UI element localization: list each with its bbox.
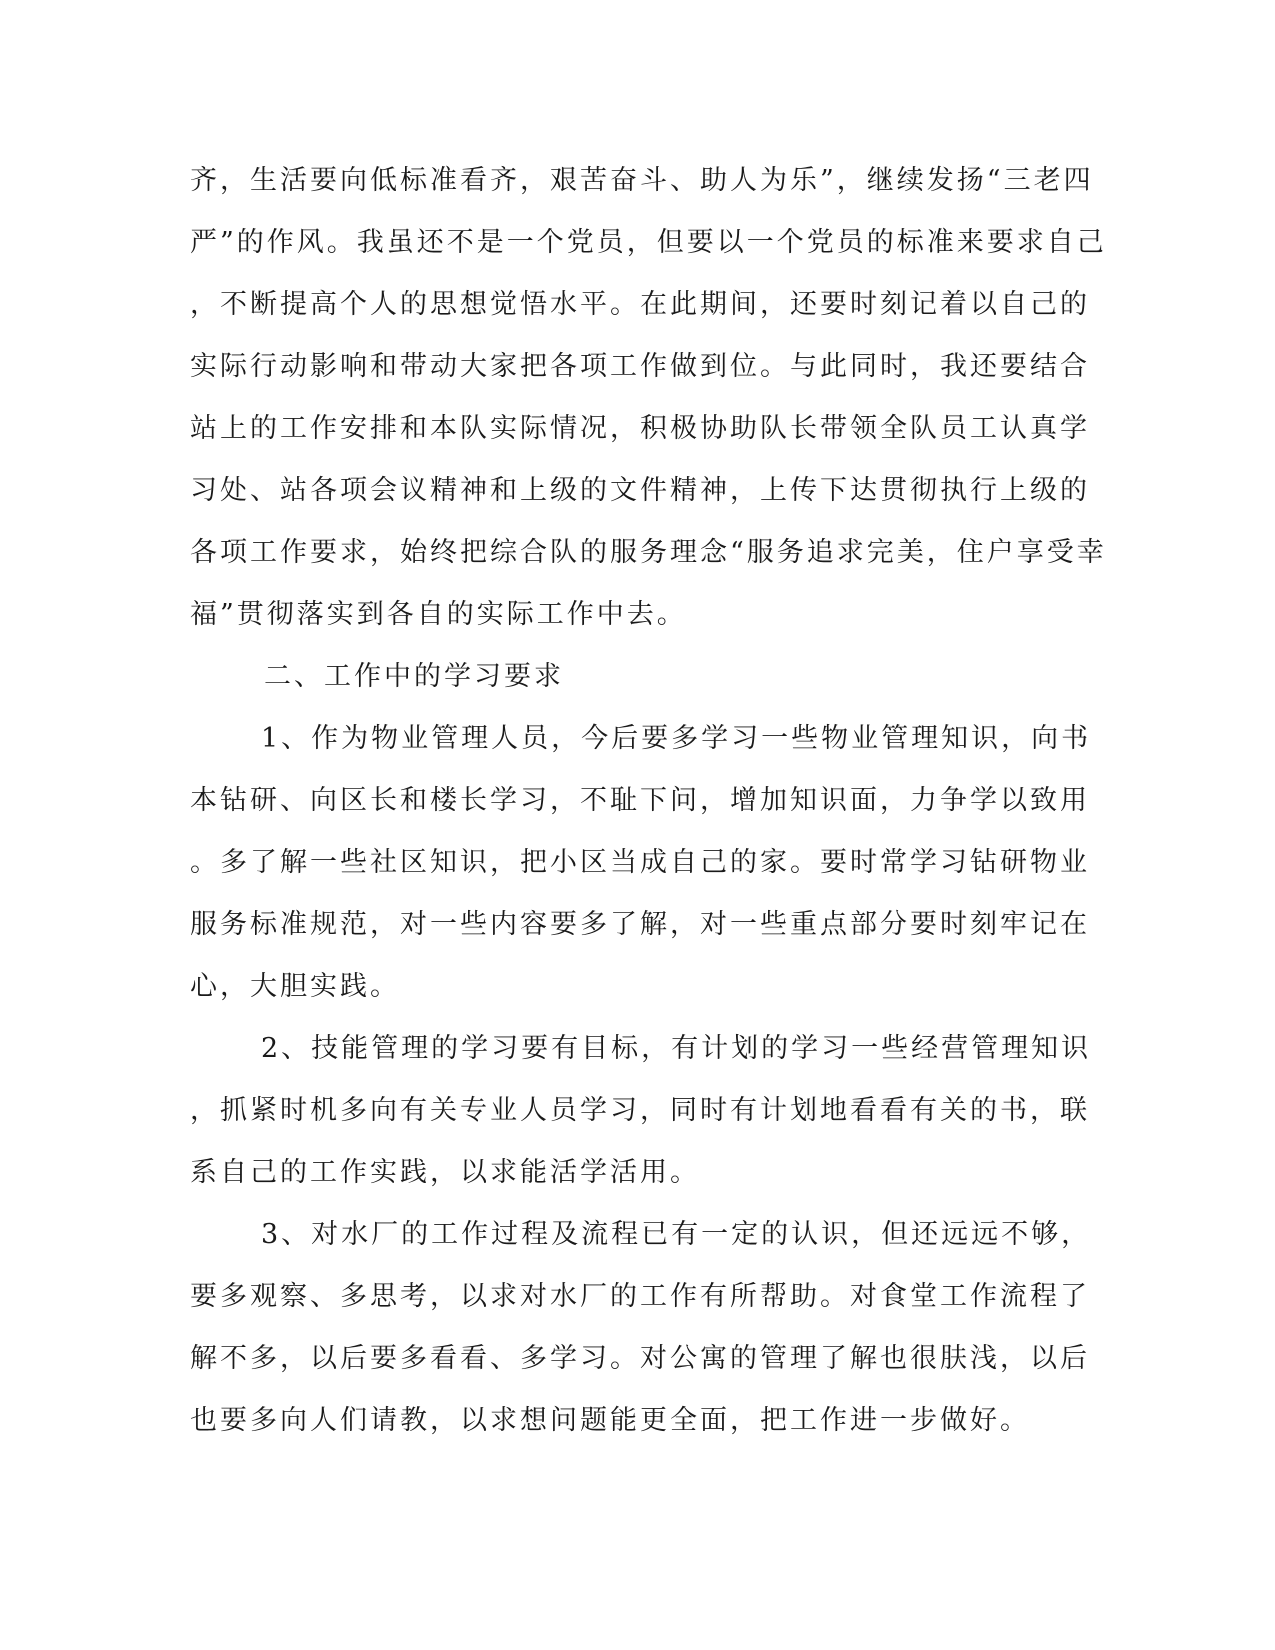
text-line: 服务标准规范，对一些内容要多了解，对一些重点部分要时刻牢记在 (190, 909, 1090, 940)
text-line: 本钻研、向区长和楼长学习，不耻下问，增加知识面，力争学以致用 (190, 785, 1090, 816)
text-line: 要多观察、多思考，以求对水厂的工作有所帮助。对食堂工作流程了 (190, 1281, 1090, 1312)
text-line: ，不断提高个人的思想觉悟水平。在此期间，还要时刻记着以自己的 (190, 289, 1090, 320)
text-line: ，抓紧时机多向有关专业人员学习，同时有计划地看看有关的书，联 (190, 1095, 1090, 1126)
text-line: 心，大胆实践。 (190, 971, 400, 1002)
text-line: 齐，生活要向低标准看齐，艰苦奋斗、助人为乐”，继续发扬“三老四 (190, 165, 1094, 196)
text-line: 实际行动影响和带动大家把各项工作做到位。与此同时，我还要结合 (190, 351, 1090, 382)
text-line: 3、对水厂的工作过程及流程已有一定的认识，但还远远不够， (261, 1219, 1092, 1250)
document-body (190, 163, 1107, 1465)
section-heading: 二、工作中的学习要求 (264, 661, 564, 692)
text-line: 严”的作风。我虽还不是一个党员，但要以一个党员的标准来要求自己 (190, 227, 1107, 258)
text-line: 系自己的工作实践，以求能活学活用。 (190, 1157, 700, 1188)
text-line: 站上的工作安排和本队实际情况，积极协助队长带领全队员工认真学 (190, 413, 1090, 444)
text-line: 2、技能管理的学习要有目标，有计划的学习一些经营管理知识 (261, 1033, 1092, 1064)
text-line: 各项工作要求，始终把综合队的服务理念“服务追求完美，住户享受幸 (190, 537, 1107, 568)
text-line: 解不多，以后要多看看、多学习。对公寓的管理了解也很肤浅，以后 (190, 1343, 1090, 1374)
text-line: 1、作为物业管理人员，今后要多学习一些物业管理知识，向书 (261, 723, 1092, 754)
text-line: 习处、站各项会议精神和上级的文件精神，上传下达贯彻执行上级的 (190, 475, 1090, 506)
text-line: 。多了解一些社区知识，把小区当成自己的家。要时常学习钻研物业 (190, 847, 1090, 878)
text-line: 也要多向人们请教，以求想问题能更全面，把工作进一步做好。 (190, 1405, 1030, 1436)
text-line: 福”贯彻落实到各自的实际工作中去。 (190, 599, 687, 630)
